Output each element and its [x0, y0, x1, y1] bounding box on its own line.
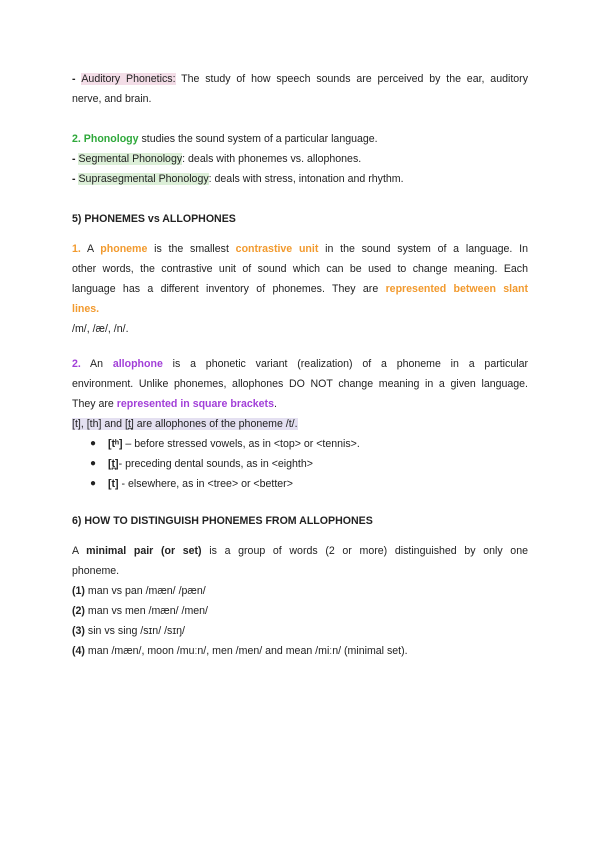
phoneme-line-3: language has a different inventory of phonemes. They are represented between slant	[72, 283, 528, 295]
phoneme-examples: /m/, /æ/, /n/.	[72, 323, 129, 335]
phoneme-line-2: other words, the contrastive unit of sound which can be used to change meaning. Each	[72, 263, 528, 275]
auditory-phonetics-line-2	[72, 92, 528, 106]
example-item: (1) man vs pan /mæn/ /pæn/	[72, 585, 206, 597]
bullet-icon: ●	[90, 438, 97, 449]
example-item: (2) man vs men /mæn/ /men/	[72, 605, 208, 617]
phonology-definition: studies the sound system of a particular language.	[138, 133, 378, 145]
allophone-line-3: They are represented in square brackets.	[72, 398, 277, 410]
phonology-number: 2.	[72, 133, 81, 145]
suprasegmental-term: Suprasegmental Phonology	[78, 173, 209, 185]
segmental-definition: : deals with phonemes vs. allophones.	[182, 153, 362, 165]
auditory-phonetics-term: Auditory Phonetics:	[81, 73, 176, 85]
segmental-term: Segmental Phonology	[78, 153, 183, 165]
dash: -	[72, 73, 82, 85]
section-5-heading: 5) PHONEMES vs ALLOPHONES	[72, 213, 236, 225]
example-item: (3) sin vs sing /sɪn/ /sɪŋ/	[72, 625, 185, 637]
bullet-item: [t] - elsewhere, as in <tree> or <better>	[108, 478, 293, 490]
square-brackets-term: represented in square brackets	[116, 398, 274, 410]
phoneme-line-1: 1. A phoneme is the smallest contrastive unit in the sound system of a language. In	[72, 243, 528, 255]
phoneme-term: phoneme	[100, 243, 148, 255]
allophone-line-1: 2. An allophone is a phonetic variant (realization) of a phoneme in a particular	[72, 358, 528, 370]
auditory-phonetics-line-1	[72, 72, 528, 86]
bullet-icon: ●	[90, 478, 97, 489]
allophone-term: allophone	[112, 358, 163, 370]
minimal-pair-line-2: phoneme.	[72, 565, 120, 577]
auditory-definition: The study of how speech sounds are perceived by the ear, auditory	[175, 73, 528, 85]
segmental-line: - Segmental Phonology: deals with phonemes vs. allophones.	[72, 153, 362, 165]
suprasegmental-definition: : deals with stress, intonation and rhythm.	[208, 173, 404, 185]
phonology-line	[72, 132, 528, 146]
phoneme-line-4: lines.	[72, 303, 100, 315]
auditory-definition-cont: nerve, and brain.	[72, 93, 152, 105]
suprasegmental-line: - Suprasegmental Phonology: deals with stress, intonation and rhythm.	[72, 173, 404, 185]
allophone-line-2: environment. Unlike phonemes, allophones DO NOT change meaning in a given language.	[72, 378, 528, 390]
slant-lines-term: represented between slant	[385, 283, 528, 295]
bullet-icon: ●	[90, 458, 97, 469]
minimal-pair-term: minimal pair (or set)	[86, 545, 202, 557]
phonology-term: Phonology	[83, 133, 139, 145]
bullet-item: [tʰ] – before stressed vowels, as in <top> or <tennis>.	[108, 438, 360, 450]
section-6-heading: 6) HOW TO DISTINGUISH PHONEMES FROM ALLOPHONES	[72, 515, 373, 527]
example-item: (4) man /mæn/, moon /muːn/, men /men/ and mean /miːn/ (minimal set).	[72, 645, 408, 657]
contrastive-unit-term: contrastive unit	[235, 243, 319, 255]
allophone-examples: [t], [th] and [t̪] are allophones of the phoneme /t/.	[72, 418, 298, 430]
bullet-item: [t̪]- preceding dental sounds, as in <eighth>	[108, 458, 313, 470]
minimal-pair-line-1: A minimal pair (or set) is a group of words (2 or more) distinguished by only one	[72, 545, 528, 557]
